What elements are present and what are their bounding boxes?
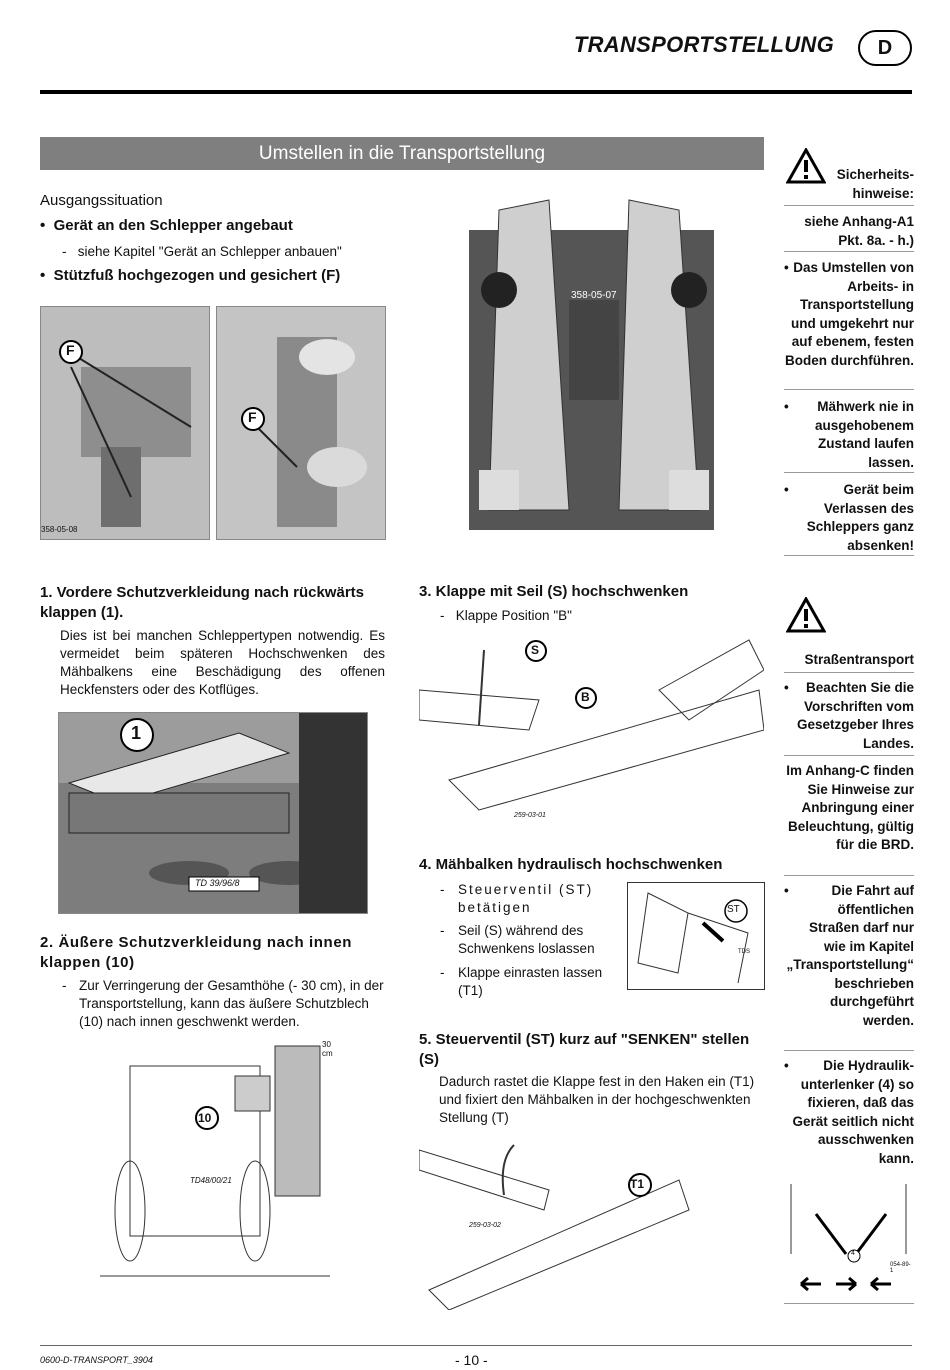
safety-bullet-2: • Mähwerk nie in ausgehobenem Zustand laufen lassen. bbox=[784, 399, 914, 470]
road-bullet-1-text: Beachten Sie die Vorschriften vom Gesetzgeber Ihres Landes. bbox=[796, 680, 914, 751]
label-four: 4 bbox=[851, 1250, 855, 1257]
step-2-body: Zur Verringerung der Gesamthöhe (- 30 cm), in der Transportstellung, kann das äußere Schutzblech (10) nach innen geschwenkt werden. bbox=[79, 978, 384, 1029]
safety-bullet-3: • Gerät beim Verlassen des Schleppers ganz absenken! bbox=[784, 482, 914, 553]
language-badge: D bbox=[858, 30, 912, 66]
label-st: ST bbox=[727, 904, 740, 915]
photo-support-foot-right bbox=[216, 306, 386, 540]
photo-code-top: 358-05-07 bbox=[571, 290, 617, 301]
step-5-body: Dadurch rastet die Klappe fest in den Haken ein (T1) und fixiert den Mähbalken in der hochgeschwenkten Stellung (T) bbox=[439, 1074, 755, 1125]
drawing-control-valve bbox=[627, 882, 765, 990]
road-bullet-3-text: Die Fahrt auf öffentlichen Straßen darf nur wie im Kapitel „Transportstellung“ beschrieben durchgeführt werden. bbox=[786, 883, 914, 1028]
drawing-code-259-02: 259-03-02 bbox=[469, 1222, 501, 1229]
intro-bullet-1-sub-text: siehe Kapitel "Gerät an Schlepper anbauen" bbox=[77, 244, 342, 259]
road-bullet-3: • Die Fahrt auf öffentlichen Straßen darf nur wie im Kapitel „Transportstellung“ beschrieben durchgeführt werden. bbox=[784, 883, 914, 1028]
step-3-title: 3. Klappe mit Seil (S) hochschwenken bbox=[419, 583, 689, 600]
label-f-right: F bbox=[248, 409, 257, 425]
safety-reference: siehe Anhang-A1 Pkt. 8a. - h.) bbox=[804, 214, 914, 248]
safety-bullet-2-text: Mähwerk nie in ausgehobenem Zustand laufen lassen. bbox=[814, 399, 914, 470]
step-4-sub-2: Seil (S) während des Schwenkens loslassen bbox=[458, 923, 595, 956]
side-separator bbox=[784, 1303, 914, 1304]
warning-icon-road bbox=[786, 597, 826, 631]
side-separator bbox=[784, 251, 914, 252]
step-2-title: 2. Äußere Schutzverkleidung nach innen klappen (10) bbox=[40, 934, 353, 971]
drawing-flap-rope bbox=[419, 630, 764, 830]
side-separator bbox=[784, 1050, 914, 1051]
road-bullet-4-text: Die Hydraulik-unterlenker (4) so fixieren, daß das Gerät seitlich nicht ausschwenken kann. bbox=[792, 1058, 914, 1166]
safety-bullet-3-text: Gerät beim Verlassen des Schleppers ganz absenken! bbox=[806, 482, 914, 553]
header-rule bbox=[40, 90, 912, 94]
side-separator bbox=[784, 205, 914, 206]
side-separator bbox=[784, 672, 914, 673]
step-4-dash-3: - bbox=[440, 965, 445, 980]
drawing-outer-cover-svg bbox=[100, 1036, 330, 1286]
road-title: Straßentransport bbox=[804, 652, 914, 667]
road-text-2: Im Anhang-C finden Sie Hinweise zur Anbringung einer Beleuchtung, gültig für die BRD. bbox=[786, 763, 914, 852]
page-title: TRANSPORTSTELLUNG bbox=[573, 32, 834, 57]
label-one: 1 bbox=[131, 723, 142, 743]
safety-bullet-1: • Das Umstellen von Arbeits- in Transportstellung und umgekehrt nur auf ebenem, festen Boden durchführen. bbox=[784, 260, 914, 368]
step-3-sub: - Klappe Position "B" bbox=[440, 608, 572, 623]
drawing-control-valve-svg bbox=[628, 883, 764, 989]
side-separator bbox=[784, 555, 914, 556]
label-s: S bbox=[531, 643, 540, 657]
label-f-left: F bbox=[66, 342, 75, 358]
drawing-outer-cover bbox=[100, 1036, 333, 1286]
step-1-title: 1. Vordere Schutzverkleidung nach rückwärts klappen (1). bbox=[40, 584, 364, 621]
drawing-code-259-01: 259-03-01 bbox=[514, 812, 546, 819]
step-4-dash-2: - bbox=[440, 923, 445, 938]
step-4-sub-3: Klappe einrasten lassen (T1) bbox=[458, 965, 603, 998]
step-2-dash: - bbox=[62, 978, 67, 993]
step-4-sub-1: Steuerventil (ST) betätigen bbox=[458, 882, 594, 915]
label-b: B bbox=[581, 690, 590, 704]
drawing-code-054: 054-89-1 bbox=[890, 1262, 911, 1274]
side-separator bbox=[784, 875, 914, 876]
side-separator bbox=[784, 472, 914, 473]
footer-rule bbox=[40, 1345, 912, 1346]
warning-icon bbox=[786, 148, 826, 182]
road-bullet-4: • Die Hydraulik-unterlenker (4) so fixieren, daß das Gerät seitlich nicht ausschwenken kann. bbox=[784, 1058, 914, 1166]
intro-heading: Ausgangssituation bbox=[40, 192, 163, 209]
label-t1: T1 bbox=[630, 1177, 645, 1191]
photo-code-left: 358-05-08 bbox=[41, 525, 78, 534]
photo-support-foot-left bbox=[40, 306, 210, 540]
label-ten: 10 bbox=[198, 1111, 212, 1125]
warning-icon-triangle bbox=[786, 148, 826, 184]
drawing-lower-links-svg bbox=[786, 1184, 914, 1302]
step-5-title: 5. Steuerventil (ST) kurz auf "SENKEN" stellen (S) bbox=[419, 1031, 750, 1068]
photo-transport-position-drawing bbox=[459, 190, 724, 545]
photo-front-cover bbox=[58, 712, 368, 914]
step-3-sub-text: Klappe Position "B" bbox=[455, 608, 572, 623]
safety-bullet-1-text: Das Umstellen von Arbeits- in Transportstellung und umgekehrt nur auf ebenem, festen Boden durchführen. bbox=[785, 260, 914, 368]
drawing-lower-links bbox=[786, 1184, 914, 1302]
side-separator bbox=[784, 389, 914, 390]
intro-bullet-2: • Stützfuß hochgezogen und gesichert (F) bbox=[40, 267, 341, 284]
intro-bullet-1: • Gerät an den Schlepper angebaut bbox=[40, 217, 293, 234]
road-bullet-1: • Beachten Sie die Vorschriften vom Gesetzgeber Ihres Landes. bbox=[784, 680, 914, 751]
drawing-code-tds: TDS bbox=[738, 949, 750, 955]
warning-icon-road-triangle bbox=[786, 597, 826, 633]
footer-code: 0600-D-TRANSPORT_3904 bbox=[40, 1355, 153, 1365]
safety-title: Sicherheits-hinweise: bbox=[836, 167, 914, 201]
step-4-dash-1: - bbox=[440, 882, 445, 897]
intro-bullet-1-sub: - siehe Kapitel "Gerät an Schlepper anbauen" bbox=[62, 244, 342, 259]
drawing-height: 30 cm bbox=[322, 1040, 333, 1058]
intro-bullet-1-text: Gerät an den Schlepper angebaut bbox=[53, 217, 293, 234]
intro-bullet-2-text: Stützfuß hochgezogen und gesichert (F) bbox=[53, 267, 341, 284]
step-4-title: 4. Mähbalken hydraulisch hochschwenken bbox=[419, 856, 723, 873]
side-separator bbox=[784, 755, 914, 756]
section-banner: Umstellen in die Transportstellung bbox=[40, 137, 764, 170]
photo-support-foot-right-drawing bbox=[217, 307, 385, 539]
page-number: - 10 - bbox=[455, 1352, 488, 1368]
step-1-body: Dies ist bei manchen Schleppertypen notwendig. Es vermeidet beim späteren Hochschwenken des Mähbalkens eine Beschädigung des offenen Heckfensters oder des Kotflüges. bbox=[60, 628, 385, 697]
photo-transport-position bbox=[459, 190, 724, 545]
photo-code-td39: TD 39/96/8 bbox=[195, 878, 240, 888]
drawing-code-td48: TD48/00/21 bbox=[190, 1176, 232, 1185]
drawing-hook-lock bbox=[419, 1140, 764, 1310]
drawing-flap-rope-svg bbox=[419, 630, 764, 830]
